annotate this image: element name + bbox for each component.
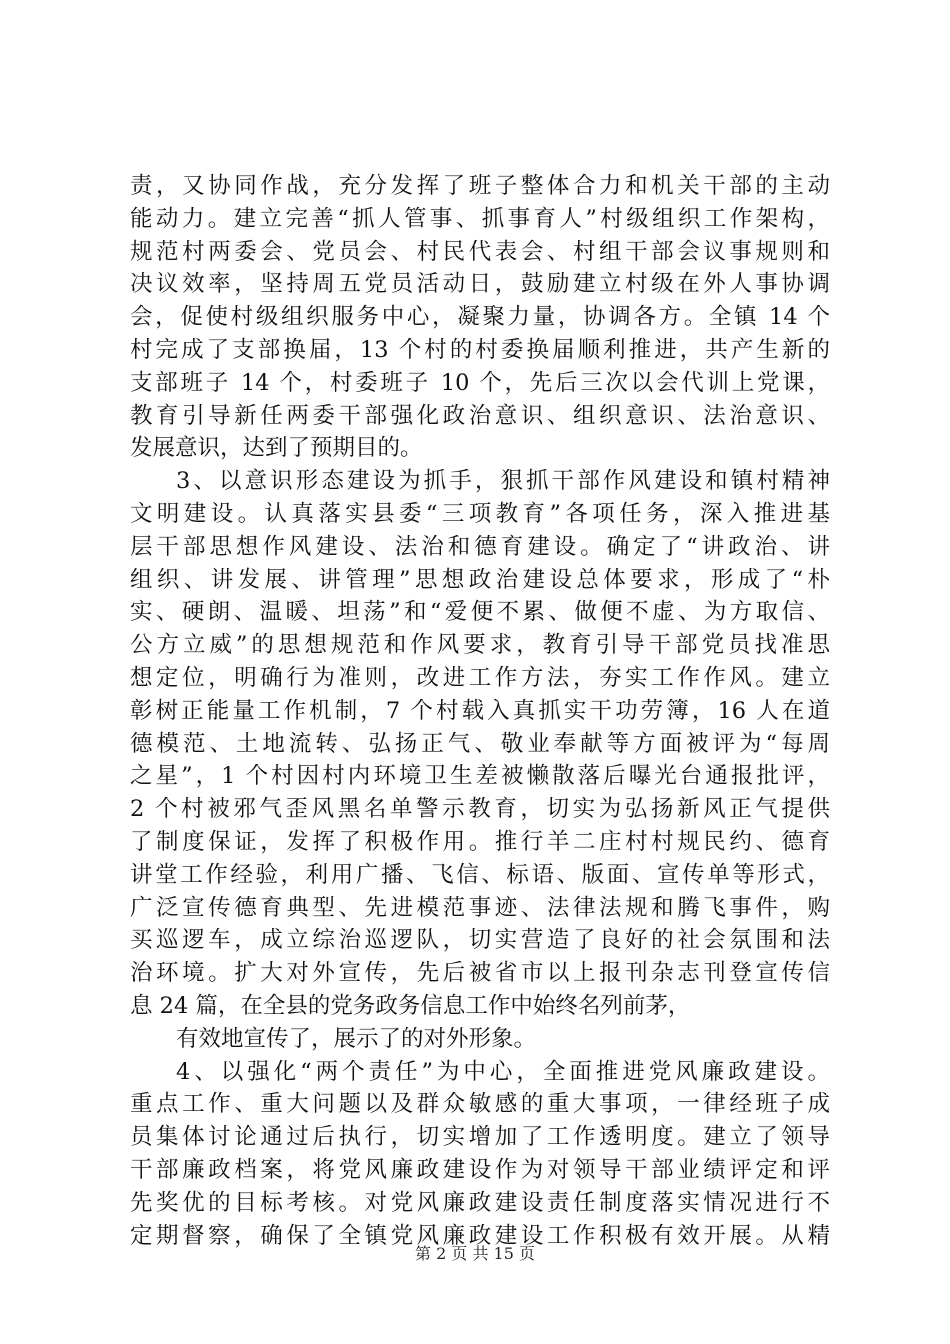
text-line: 层干部思想作风建设、法治和德育建设。确定了“讲政治、讲 bbox=[130, 533, 830, 560]
text-line: 想定位，明确行为准则，改进工作方法，夯实工作作风。建立 bbox=[130, 664, 830, 691]
text-line: 广泛宣传德育典型、先进模范事迹、法律法规和腾飞事件，购 bbox=[130, 894, 830, 921]
text-line: 责，又协同作战，充分发挥了班子整体合力和机关干部的主动 bbox=[130, 173, 830, 199]
text-line: 公方立威”的思想规范和作风要求，教育引导干部党员找准思 bbox=[130, 632, 830, 659]
text-line: 买巡逻车，成立综治巡逻队，切实营造了良好的社会氛围和法 bbox=[130, 927, 830, 954]
text-line: 3、以意识形态建设为抓手，狠抓干部作风建设和镇村精神 bbox=[176, 468, 830, 495]
body-text bbox=[130, 170, 830, 1252]
page-footer: 第 2 页 共 15 页 bbox=[415, 1244, 535, 1263]
text-line: 实、硬朗、温暖、坦荡”和“爱便不累、做便不虚、为方取信、 bbox=[130, 599, 830, 626]
text-line: 定期督察，确保了全镇党风廉政建设工作积极有效开展。从精 bbox=[130, 1222, 830, 1249]
text-line: 文明建设。认真落实县委“三项教育”各项任务，深入推进基 bbox=[130, 500, 830, 527]
text-line: 会，促使村级组织服务中心，凝聚力量，协调各方。全镇 14 个 bbox=[130, 304, 830, 331]
text-line: 讲堂工作经验，利用广播、飞信、标语、版面、宣传单等形式， bbox=[130, 861, 830, 888]
text-line: 支部班子 14 个，村委班子 10 个，先后三次以会代训上党课， bbox=[130, 369, 830, 396]
text-line: 规范村两委会、党员会、村民代表会、村组干部会议事规则和 bbox=[130, 238, 830, 265]
text-line: 了制度保证，发挥了积极作用。推行羊二庄村村规民约、德育 bbox=[130, 828, 830, 855]
text-line: 彰树正能量工作机制，7 个村载入真抓实干功劳簿，16 人在道 bbox=[130, 697, 830, 724]
text-line: 村完成了支部换届，13 个村的村委换届顺利推进，共产生新的 bbox=[130, 336, 830, 363]
text-line: 治环境。扩大对外宣传，先后被省市以上报刊杂志刊登宣传信 bbox=[130, 960, 830, 987]
text-line: 息 24 篇，在全县的党务政务信息工作中始终名列前茅， bbox=[130, 992, 691, 1019]
text-line: 先奖优的目标考核。对党风廉政建设责任制度落实情况进行不 bbox=[130, 1189, 830, 1216]
text-line: 4、以强化“两个责任”为中心，全面推进党风廉政建设。 bbox=[176, 1058, 830, 1085]
text-line: 决议效率，坚持周五党员活动日，鼓励建立村级在外人事协调 bbox=[130, 271, 830, 298]
text-line: 员集体讨论通过后执行，切实增加了工作透明度。建立了领导 bbox=[130, 1124, 830, 1151]
text-line: 德模范、土地流转、弘扬正气、敬业奉献等方面被评为“每周 bbox=[130, 730, 830, 757]
text-line: 组织、讲发展、讲管理”思想政治建设总体要求，形成了“朴 bbox=[130, 566, 830, 593]
text-line: 重点工作、重大问题以及群众敏感的重大事项，一律经班子成 bbox=[130, 1091, 830, 1118]
text-line: 发展意识，达到了预期目的。 bbox=[130, 435, 423, 462]
text-line: 教育引导新任两委干部强化政治意识、组织意识、法治意识、 bbox=[130, 402, 830, 429]
text-line: 之星”，1 个村因村内环境卫生差被懒散落后曝光台通报批评， bbox=[130, 763, 830, 790]
text-line: 能动力。建立完善“抓人管事、抓事育人”村级组织工作架构， bbox=[130, 205, 830, 232]
text-line: 有效地宣传了，展示了的对外形象。 bbox=[176, 1025, 537, 1052]
text-line: 2 个村被邪气歪风黑名单警示教育，切实为弘扬新风正气提供 bbox=[130, 796, 830, 823]
text-line: 干部廉政档案，将党风廉政建设作为对领导干部业绩评定和评 bbox=[130, 1156, 830, 1183]
